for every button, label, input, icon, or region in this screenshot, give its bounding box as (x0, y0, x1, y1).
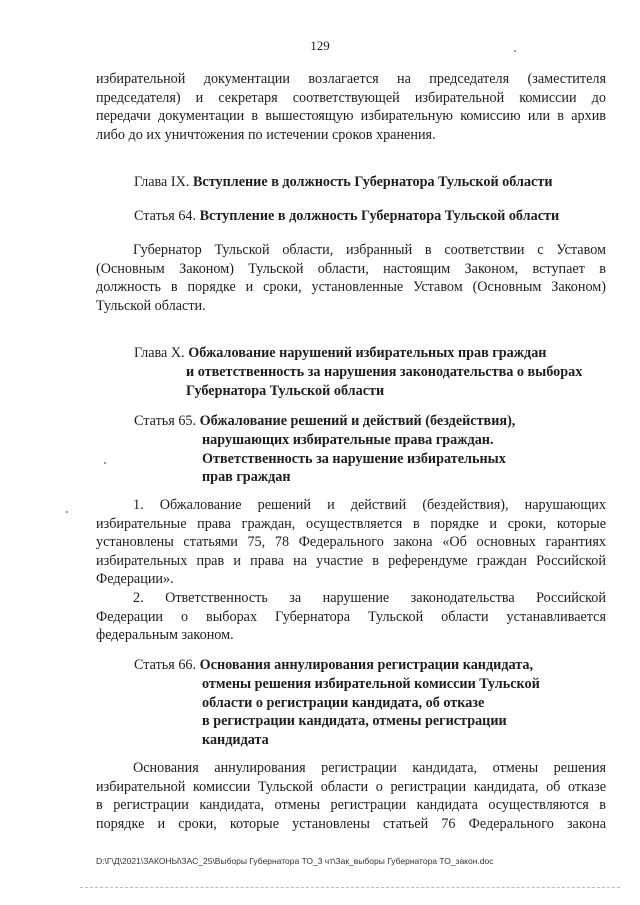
text-line: установлены статьями 75, 78 Федерального закона «Об основных гарантиях (96, 534, 606, 551)
article-65-title-line-2: нарушающих избирательные права граждан. (202, 432, 494, 448)
chapter-10-title-line-1: Обжалование нарушений избирательных прав граждан (188, 345, 547, 361)
chapter-10-heading (134, 344, 546, 363)
text-line: в регистрации кандидата, отмены регистрации кандидата осуществляются в (96, 797, 606, 814)
text-line: (Основным Законом) Тульской области, настоящим Законом, вступает в (96, 260, 606, 277)
scan-bottom-edge (80, 887, 620, 888)
text-line: передачи документации в вышестоящую избирательную комиссию или в архив (96, 108, 606, 125)
text-line: 1. Обжалование решений и действий (бездействия), нарушающих (133, 497, 606, 513)
chapter-9-heading (134, 173, 553, 192)
text-line: Федерации о выборах Губернатора Тульской области устанавливается (96, 608, 606, 625)
chapter-10-title-continuation (186, 363, 582, 400)
text-line: Основания аннулирования регистрации кандидата, отмены решения (133, 760, 606, 776)
article-66-title-line-5: кандидата (202, 731, 269, 748)
article-64-heading (134, 207, 559, 226)
article-64-prefix: Статья 64. (134, 208, 197, 224)
text-line: избирательные права граждан, осуществляется в порядке и сроки, которые (96, 515, 606, 532)
article-66-title-line-3: области о регистрации кандидата, об отказе (202, 694, 485, 711)
article-65-title-line-4: прав граждан (202, 469, 291, 486)
chapter-10-title-line-3: Губернатора Тульской области (186, 382, 385, 399)
article-64-body (96, 241, 606, 315)
scan-speck (66, 511, 68, 513)
article-65-title-continuation (202, 431, 506, 487)
text-line: либо до их уничтожения по истечении сроков хранения. (96, 126, 436, 143)
text-line: Губернатор Тульской области, избранный в соответствии с Уставом (133, 242, 606, 258)
article-64-title: Вступление в должность Губернатора Тульской области (199, 208, 560, 224)
chapter-10-prefix: Глава X. (134, 345, 185, 361)
scan-speck (514, 50, 516, 52)
article-65-title-line-1: Обжалование решений и действий (бездействия), (199, 413, 516, 429)
article-66-heading (134, 656, 533, 675)
article-65-heading (134, 412, 515, 431)
intro-paragraph (96, 70, 606, 144)
article-65-item-1 (96, 496, 606, 589)
chapter-10-title-line-2: и ответственность за нарушения законодательства о выборах (186, 364, 583, 380)
text-line: председателя) и секретаря соответствующей избирательной комиссии до (96, 89, 606, 106)
article-66-title-line-1: Основания аннулирования регистрации кандидата, (199, 657, 534, 673)
scan-speck (104, 462, 106, 464)
article-65-prefix: Статья 65. (134, 413, 197, 429)
article-66-title-continuation (202, 675, 540, 749)
text-line: избирательной комиссии Тульской области о регистрации кандидата, об отказе (96, 778, 606, 795)
text-line: Федерации». (96, 571, 174, 588)
chapter-9-title: Вступление в должность Губернатора Тульской области (192, 174, 553, 190)
page-number: 129 (310, 38, 330, 53)
text-line: избирательной документации возлагается на председателя (заместителя (96, 71, 606, 87)
article-66-title-line-2: отмены решения избирательной комиссии Тульской (202, 676, 540, 692)
text-line: федеральным законом. (96, 627, 234, 644)
text-line: Тульской области. (96, 297, 206, 314)
article-65-item-2 (96, 589, 606, 645)
article-66-body (96, 759, 606, 833)
text-line: избирательных прав и права на участие в референдуме граждан Российской (96, 552, 606, 569)
text-line: 2. Ответственность за нарушение законодательства Российской (133, 590, 606, 606)
article-66-title-line-4: в регистрации кандидата, отмены регистрации (202, 713, 507, 730)
article-65-title-line-3: Ответственность за нарушение избирательных (202, 450, 506, 467)
text-line: должность в порядке и сроки, установленные Уставом (Основным Законом) (96, 279, 606, 296)
chapter-9-prefix: Глава IX. (134, 174, 190, 190)
text-line: порядке и сроки, которые установлены статьей 76 Федерального закона (96, 815, 606, 832)
article-66-prefix: Статья 66. (134, 657, 197, 673)
footer-file-path: D:\Г\Д\2021\ЗАКОНЫ\ЗАС_25\Выборы Губернатора ТО_3 чт\Зак_выборы Губернатора ТО_закон.doc (96, 856, 494, 866)
